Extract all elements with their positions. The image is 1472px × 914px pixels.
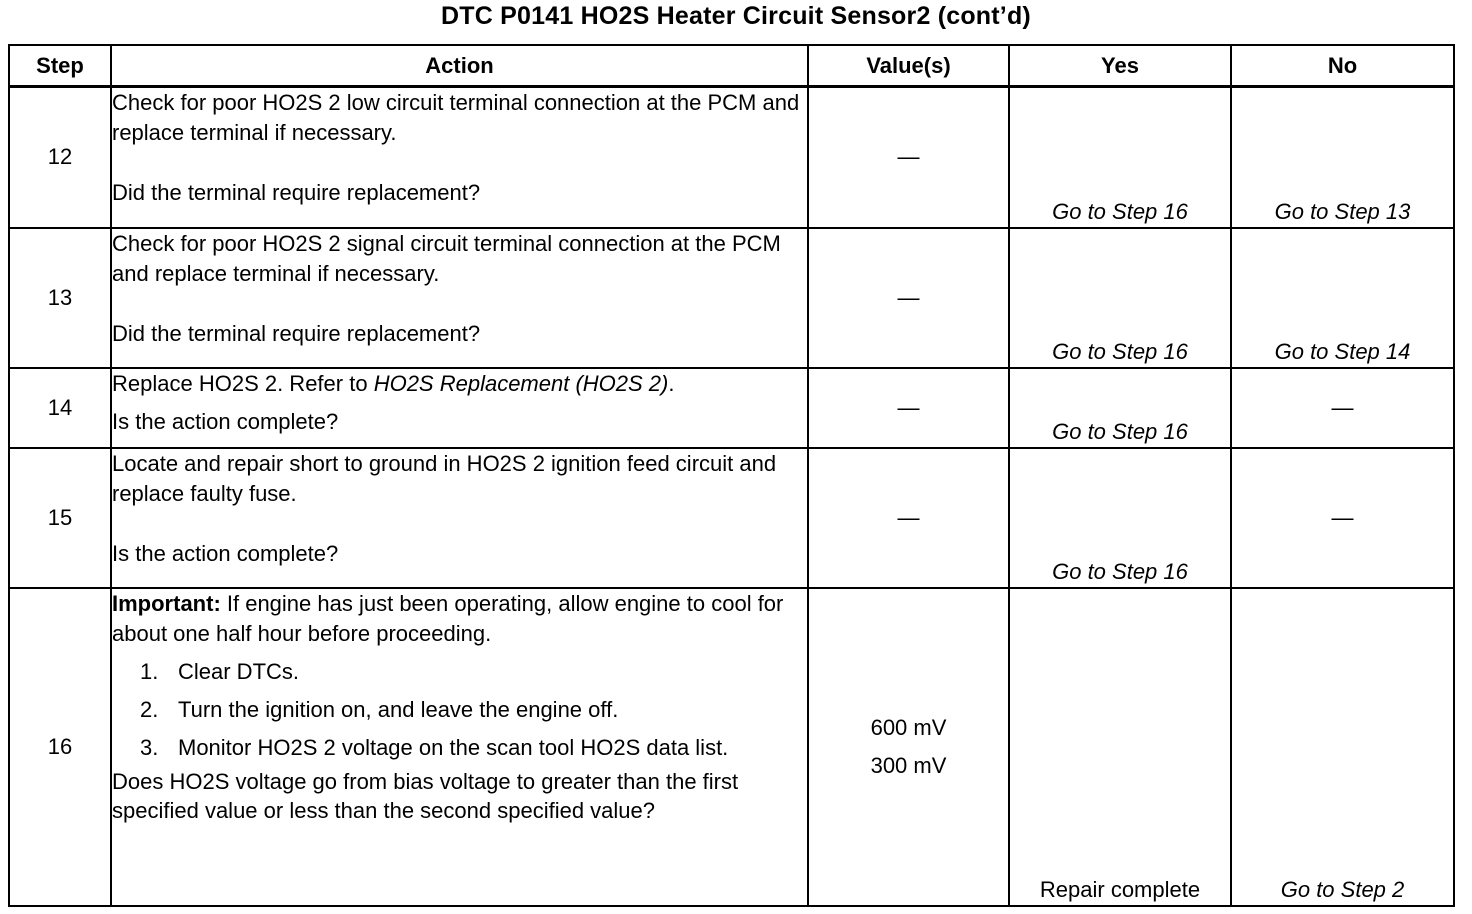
step-number: 15 [9, 448, 111, 588]
action-cell [111, 588, 808, 906]
substep-text: Monitor HO2S 2 voltage on the scan tool HO2S data list. [178, 734, 729, 760]
header-action: Action [111, 45, 808, 87]
list-item [140, 733, 807, 763]
value-low: 300 mV [870, 752, 947, 778]
action-text [112, 369, 807, 399]
no-result: Go to Step 2 [1231, 588, 1454, 906]
no-result: Go to Step 14 [1231, 228, 1454, 368]
substep-number: 3. [140, 734, 159, 760]
list-item [140, 695, 807, 725]
yes-result: Go to Step 16 [1009, 368, 1231, 448]
action-cell [111, 228, 808, 368]
important-text: If engine has just been operating, allow engine to cool for about one half hour before proceeding. [112, 590, 784, 646]
yes-result: Repair complete [1009, 588, 1231, 906]
value-cell: — [808, 87, 1009, 228]
value-cell: — [808, 228, 1009, 368]
no-result: — [1231, 368, 1454, 448]
procedure-reference-link[interactable]: HO2S Replacement (HO2S 2) [373, 370, 669, 396]
value-high: 600 mV [870, 714, 947, 740]
header-no: No [1231, 45, 1454, 87]
action-question: Does HO2S voltage go from bias voltage to greater than the first specified value or less than the second specified value? [112, 768, 739, 823]
substep-number: 1. [140, 658, 159, 684]
step-number: 13 [9, 228, 111, 368]
no-result: — [1231, 448, 1454, 588]
no-result: Go to Step 13 [1231, 87, 1454, 228]
action-question: Is the action complete? [112, 408, 339, 434]
table-row [9, 87, 1454, 228]
substep-text: Turn the ignition on, and leave the engine off. [178, 696, 619, 722]
important-note [112, 589, 807, 649]
substep-list [112, 657, 807, 763]
action-text: Check for poor HO2S 2 signal circuit terminal connection at the PCM and replace terminal if necessary. [112, 230, 781, 286]
action-text-suffix: . [668, 370, 675, 396]
action-text: Locate and repair short to ground in HO2S 2 ignition feed circuit and replace faulty fuse. [112, 450, 777, 506]
header-values: Value(s) [808, 45, 1009, 87]
list-item [140, 657, 807, 687]
page-title: DTC P0141 HO2S Heater Circuit Sensor2 (cont’d) [441, 2, 1031, 30]
table-row [9, 588, 1454, 906]
header-step: Step [9, 45, 111, 87]
important-label: Important: [112, 590, 221, 616]
substep-number: 2. [140, 696, 159, 722]
table-row [9, 228, 1454, 368]
yes-result: Go to Step 16 [1009, 228, 1231, 368]
action-text: Check for poor HO2S 2 low circuit terminal connection at the PCM and replace terminal if necessary. [112, 90, 800, 145]
yes-result: Go to Step 16 [1009, 87, 1231, 228]
step-number: 14 [9, 368, 111, 448]
action-question: Is the action complete? [112, 540, 339, 566]
action-question: Did the terminal require replacement? [112, 320, 481, 346]
header-row [9, 45, 1454, 87]
action-cell [111, 368, 808, 448]
step-number: 16 [9, 588, 111, 906]
value-cell: — [808, 448, 1009, 588]
value-cell: — [808, 368, 1009, 448]
action-cell [111, 448, 808, 588]
action-cell [111, 87, 808, 228]
table-row [9, 368, 1454, 448]
value-cell [808, 588, 1009, 906]
step-number: 12 [9, 87, 111, 228]
action-text-prefix: Replace HO2S 2. Refer to [112, 370, 374, 396]
substep-text: Clear DTCs. [178, 658, 300, 684]
yes-result: Go to Step 16 [1009, 448, 1231, 588]
diagnostic-table [8, 44, 1455, 907]
table-row [9, 448, 1454, 588]
action-question: Did the terminal require replacement? [112, 180, 481, 205]
header-yes: Yes [1009, 45, 1231, 87]
